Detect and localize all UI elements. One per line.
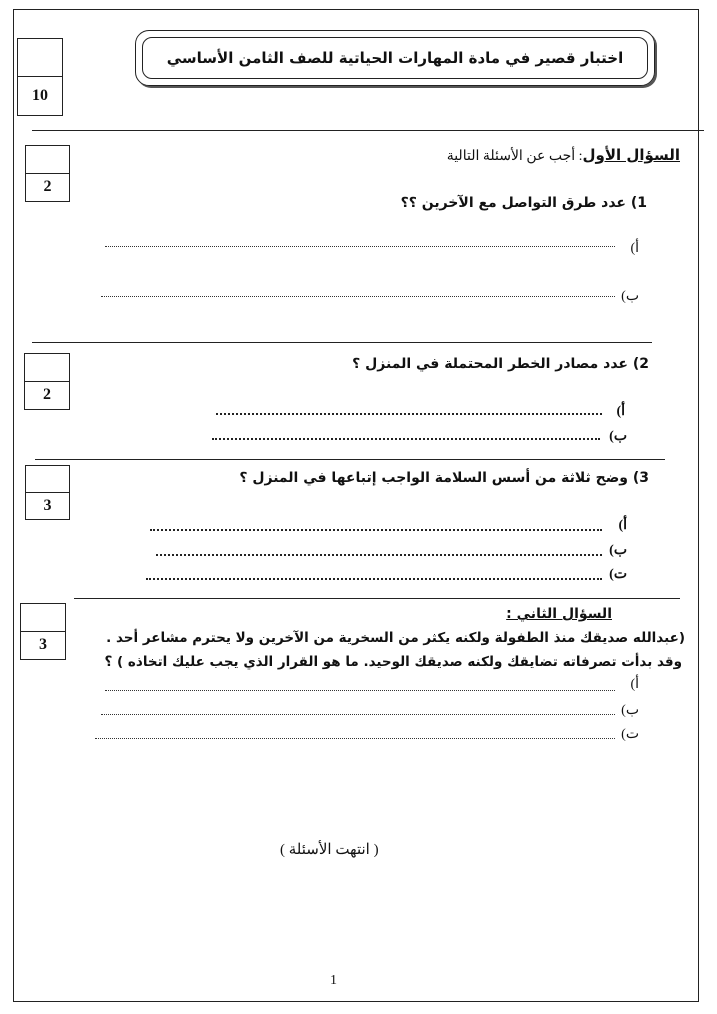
q1-instruction: : أجب عن الأسئلة التالية bbox=[446, 149, 583, 164]
q2-answer-b bbox=[609, 428, 627, 445]
q3-label-a: أ) bbox=[618, 518, 627, 533]
q4-label-b: ب) bbox=[621, 703, 639, 718]
q3-answer-b-line[interactable] bbox=[156, 554, 602, 556]
q2-score-box bbox=[24, 353, 70, 410]
q3-text: 3) وضح ثلاثة من أسس السلامة الواجب إتباعها في المنزل ؟ bbox=[239, 470, 649, 486]
q2-label-b: ب) bbox=[609, 429, 627, 444]
q2-answer-a-line[interactable] bbox=[216, 413, 602, 415]
q1-text: 1) عدد طرق التواصل مع الآخرين ؟؟ bbox=[400, 195, 647, 211]
q2-text: 2) عدد مصادر الخطر المحتملة في المنزل ؟ bbox=[352, 356, 649, 372]
q4-answer-c-line[interactable] bbox=[95, 738, 615, 739]
divider-q2 bbox=[35, 459, 665, 460]
q4-label-a: أ) bbox=[630, 677, 639, 692]
q4-answer-a bbox=[630, 676, 639, 693]
divider-q1 bbox=[32, 342, 652, 343]
divider-top bbox=[32, 130, 704, 131]
q1-header bbox=[447, 146, 680, 165]
q4-answer-b bbox=[621, 702, 639, 719]
q4-answer-c bbox=[621, 726, 639, 743]
q4-score-value: 3 bbox=[39, 636, 47, 654]
q4-score-box bbox=[20, 603, 66, 660]
q1-score-value: 2 bbox=[43, 178, 52, 196]
divider-q3 bbox=[74, 598, 680, 599]
total-score-value: 10 bbox=[32, 87, 48, 104]
end-of-questions: ( انتهت الأسئلة ) bbox=[280, 842, 379, 858]
q3-answer-c bbox=[609, 566, 627, 583]
q4-answer-b-line[interactable] bbox=[101, 714, 615, 715]
q4-heading: السؤال الثاني : bbox=[506, 606, 612, 622]
q3-label-b: ب) bbox=[609, 543, 627, 558]
q4-label-c: ت) bbox=[621, 727, 639, 742]
q3-answer-a bbox=[618, 517, 627, 534]
q2-answer-b-line[interactable] bbox=[212, 438, 600, 440]
q1-answer-b-line[interactable] bbox=[101, 296, 615, 297]
q2-answer-a bbox=[616, 403, 625, 420]
page-number: 1 bbox=[330, 973, 337, 988]
q3-answer-a-line[interactable] bbox=[150, 529, 602, 531]
q1-answer-a bbox=[630, 240, 639, 257]
q1-answer-a-line[interactable] bbox=[105, 246, 615, 247]
q3-label-c: ت) bbox=[609, 567, 627, 582]
q1-score-box bbox=[25, 145, 70, 202]
total-score-box bbox=[17, 38, 63, 116]
q4-answer-a-line[interactable] bbox=[105, 690, 615, 691]
q4-line2: وقد بدأت تصرفاته تضايقك ولكنه صديقك الوحيد. ما هو القرار الذي يجب عليك اتخاذه ) ؟ bbox=[104, 654, 682, 670]
q1-label-b: ب) bbox=[621, 289, 639, 304]
q3-answer-c-line[interactable] bbox=[146, 578, 602, 580]
q2-label-a: أ) bbox=[616, 404, 625, 419]
q1-heading: السؤال الأول bbox=[582, 146, 680, 164]
q1-answer-b bbox=[621, 288, 639, 305]
q3-answer-b bbox=[609, 542, 627, 559]
q3-score-value: 3 bbox=[43, 496, 52, 514]
q1-label-a: أ) bbox=[630, 241, 639, 256]
q2-score-value: 2 bbox=[43, 386, 51, 404]
exam-title: اختبار قصير في مادة المهارات الحياتية للصف الثامن الأساسي bbox=[142, 37, 648, 79]
q3-score-box bbox=[25, 465, 70, 520]
q4-line1: (عبدالله صديقك منذ الطفولة ولكنه يكثر من السخرية من الآخرين ولا يحترم مشاعر أحد . bbox=[106, 630, 685, 646]
